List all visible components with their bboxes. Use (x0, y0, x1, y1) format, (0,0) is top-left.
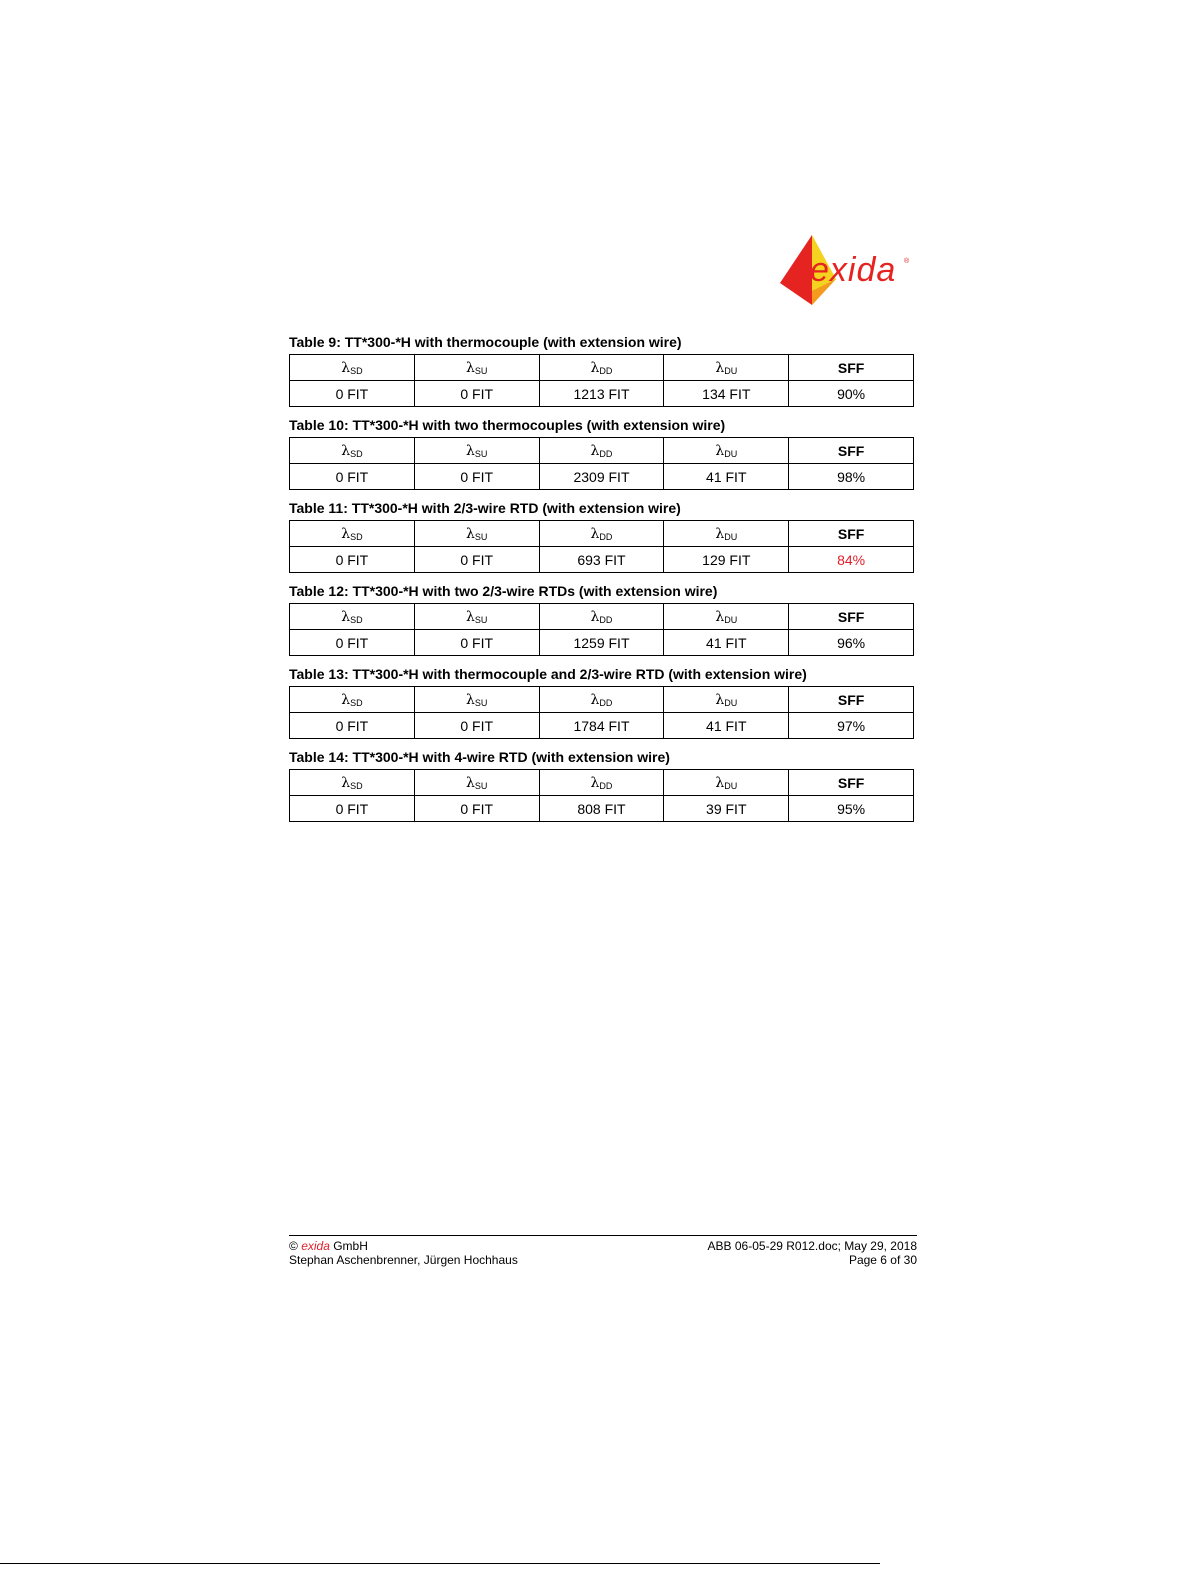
cell-dd: 1213 FIT (539, 381, 664, 407)
col-lambda-su: λSU (414, 355, 539, 381)
col-lambda-su: λSU (414, 604, 539, 630)
table-header-row (290, 770, 914, 796)
table-caption: Table 11: TT*300-*H with 2/3-wire RTD (with extension wire) (289, 500, 681, 516)
col-lambda-su: λSU (414, 770, 539, 796)
col-lambda-su: λSU (414, 687, 539, 713)
table-caption: Table 12: TT*300-*H with two 2/3-wire RTDs (with extension wire) (289, 583, 718, 599)
cell-sd: 0 FIT (290, 464, 415, 490)
col-sff: SFF (789, 687, 914, 713)
col-lambda-su: λSU (414, 521, 539, 547)
table-caption: Table 10: TT*300-*H with two thermocouples (with extension wire) (289, 417, 726, 433)
cell-sff: 90% (789, 381, 914, 407)
fit-table (289, 437, 914, 490)
footer-company (289, 1239, 368, 1253)
col-sff: SFF (789, 521, 914, 547)
cell-dd: 808 FIT (539, 796, 664, 822)
cell-sd: 0 FIT (290, 713, 415, 739)
cell-su: 0 FIT (414, 796, 539, 822)
col-lambda-sd: λSD (290, 521, 415, 547)
fit-table (289, 520, 914, 573)
table-header-row (290, 521, 914, 547)
table-row (290, 381, 914, 407)
fit-table (289, 769, 914, 822)
table-row (290, 630, 914, 656)
cell-sd: 0 FIT (290, 381, 415, 407)
cell-sd: 0 FIT (290, 547, 415, 573)
copyright-symbol: © (289, 1239, 298, 1253)
cell-su: 0 FIT (414, 713, 539, 739)
cell-sff: 97% (789, 713, 914, 739)
col-lambda-sd: λSD (290, 604, 415, 630)
col-sff: SFF (789, 438, 914, 464)
table-header-row (290, 604, 914, 630)
col-lambda-dd: λDD (539, 770, 664, 796)
exida-logo (780, 233, 920, 311)
table-caption: Table 14: TT*300-*H with 4-wire RTD (with extension wire) (289, 749, 670, 765)
col-sff: SFF (789, 604, 914, 630)
svg-text:exida: exida (810, 251, 897, 289)
footer-authors: Stephan Aschenbrenner, Jürgen Hochhaus (289, 1253, 518, 1267)
table-header-row (290, 438, 914, 464)
col-lambda-dd: λDD (539, 687, 664, 713)
cell-sff: 98% (789, 464, 914, 490)
col-lambda-du: λDU (664, 604, 789, 630)
tables-section (289, 333, 914, 822)
col-lambda-sd: λSD (290, 355, 415, 381)
table-header-row (290, 687, 914, 713)
fit-table (289, 603, 914, 656)
col-sff: SFF (789, 355, 914, 381)
col-lambda-su: λSU (414, 438, 539, 464)
col-lambda-dd: λDD (539, 604, 664, 630)
svg-text:®: ® (904, 258, 910, 265)
col-lambda-sd: λSD (290, 770, 415, 796)
footer-doc-ref: ABB 06-05-29 R012.doc; May 29, 2018 (707, 1239, 917, 1253)
cell-du: 129 FIT (664, 547, 789, 573)
fit-table (289, 686, 914, 739)
cell-sd: 0 FIT (290, 796, 415, 822)
col-sff: SFF (789, 770, 914, 796)
col-lambda-dd: λDD (539, 438, 664, 464)
col-lambda-du: λDU (664, 770, 789, 796)
table-row (290, 796, 914, 822)
page-footer (289, 1235, 917, 1267)
col-lambda-sd: λSD (290, 438, 415, 464)
col-lambda-du: λDU (664, 438, 789, 464)
cell-su: 0 FIT (414, 464, 539, 490)
table-caption: Table 13: TT*300-*H with thermocouple and 2/3-wire RTD (with extension wire) (289, 666, 807, 682)
cell-du: 39 FIT (664, 796, 789, 822)
cell-dd: 1784 FIT (539, 713, 664, 739)
cell-su: 0 FIT (414, 630, 539, 656)
cell-sff-highlighted: 84% (789, 547, 914, 573)
cell-sff: 95% (789, 796, 914, 822)
cell-du: 41 FIT (664, 713, 789, 739)
footer-brand: exida (301, 1239, 330, 1253)
bottom-divider (0, 1563, 880, 1564)
table-row (290, 547, 914, 573)
cell-su: 0 FIT (414, 547, 539, 573)
table-row (290, 713, 914, 739)
table-row (290, 464, 914, 490)
col-lambda-du: λDU (664, 687, 789, 713)
col-lambda-du: λDU (664, 355, 789, 381)
footer-page-number: Page 6 of 30 (848, 1253, 917, 1267)
table-caption: Table 9: TT*300-*H with thermocouple (with extension wire) (289, 334, 682, 350)
cell-su: 0 FIT (414, 381, 539, 407)
cell-sd: 0 FIT (290, 630, 415, 656)
cell-dd: 1259 FIT (539, 630, 664, 656)
table-header-row (290, 355, 914, 381)
cell-dd: 693 FIT (539, 547, 664, 573)
cell-du: 41 FIT (664, 630, 789, 656)
cell-dd: 2309 FIT (539, 464, 664, 490)
cell-du: 41 FIT (664, 464, 789, 490)
cell-du: 134 FIT (664, 381, 789, 407)
fit-table (289, 354, 914, 407)
cell-sff: 96% (789, 630, 914, 656)
col-lambda-du: λDU (664, 521, 789, 547)
col-lambda-dd: λDD (539, 521, 664, 547)
col-lambda-dd: λDD (539, 355, 664, 381)
col-lambda-sd: λSD (290, 687, 415, 713)
footer-company-suffix: GmbH (333, 1239, 368, 1253)
